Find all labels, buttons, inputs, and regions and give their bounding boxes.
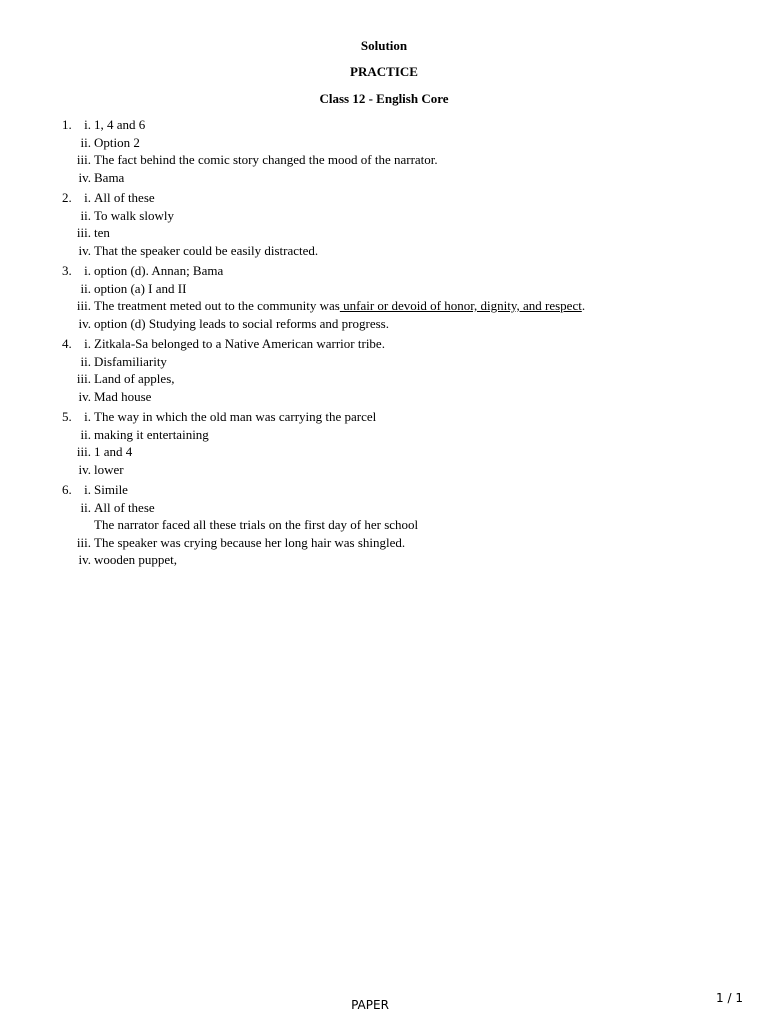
roman-numeral: ii. xyxy=(80,134,91,150)
answer-row xyxy=(0,551,700,569)
footer-label: PAPER xyxy=(351,998,389,1012)
answer-text: 1, 4 and 6 xyxy=(94,117,146,132)
answer-row xyxy=(0,388,700,406)
roman-numeral: i. xyxy=(84,336,91,351)
roman-numeral: i. xyxy=(84,117,91,132)
roman-numeral: i. xyxy=(84,190,91,205)
class-heading: Class 12 - English Core xyxy=(319,91,449,106)
roman-numeral: iv. xyxy=(78,388,91,404)
roman-numeral: iii. xyxy=(76,371,91,386)
page-number: 1 / 1 xyxy=(716,991,743,1005)
answer-text: The speaker was crying because her long hair was shingled. xyxy=(94,534,406,550)
answer-text: option (d) Studying leads to social reforms and progress. xyxy=(94,315,389,331)
question-block xyxy=(0,408,700,478)
roman-numeral: i. xyxy=(84,482,91,497)
roman-numeral: iii. xyxy=(76,225,91,240)
answer-row xyxy=(0,315,700,333)
answer-text: To walk slowly xyxy=(94,207,174,223)
answer-text-after: . xyxy=(581,298,586,313)
answer-text: 1 and 4 xyxy=(94,444,133,459)
answer-row xyxy=(0,242,700,260)
answer-text: option (d). Annan; Bama xyxy=(94,263,224,278)
answer-text: All of these xyxy=(94,499,155,515)
question-block xyxy=(0,189,700,259)
roman-numeral: i. xyxy=(84,263,91,278)
roman-numeral: iv. xyxy=(78,461,91,477)
answer-explanation-row xyxy=(0,516,700,534)
question-block xyxy=(0,116,700,186)
answer-row xyxy=(0,116,700,134)
answer-text: option (a) I and II xyxy=(94,280,187,296)
answer-text: That the speaker could be easily distracted. xyxy=(94,242,319,258)
answer-row xyxy=(0,335,700,353)
answer-row xyxy=(0,207,700,225)
roman-numeral: iii. xyxy=(76,298,91,313)
answer-list xyxy=(0,116,700,572)
roman-numeral: iv. xyxy=(78,242,91,258)
roman-numeral: ii. xyxy=(80,353,91,369)
question-number: 6. xyxy=(62,482,72,497)
answer-row xyxy=(0,443,700,461)
answer-explanation: The narrator faced all these trials on the first day of her school xyxy=(94,517,419,532)
answer-row xyxy=(0,353,700,371)
answer-text: The way in which the old man was carrying the parcel xyxy=(94,409,377,424)
roman-numeral: ii. xyxy=(80,499,91,515)
answer-row xyxy=(0,426,700,444)
answer-row xyxy=(0,534,700,552)
answer-text: The fact behind the comic story changed the mood of the narrator. xyxy=(94,152,438,167)
answer-text: making it entertaining xyxy=(94,426,209,442)
answer-text-before: The treatment meted out to the community was xyxy=(94,298,340,313)
answer-row xyxy=(0,499,700,517)
answer-row xyxy=(0,262,700,280)
question-block xyxy=(0,481,700,569)
answer-text: Disfamiliarity xyxy=(94,353,167,369)
answer-row xyxy=(0,461,700,479)
answer-text: All of these xyxy=(94,190,155,205)
answer-row xyxy=(0,134,700,152)
roman-numeral: iii. xyxy=(76,444,91,459)
answer-text: Zitkala-Sa belonged to a Native American warrior tribe. xyxy=(94,336,385,351)
roman-numeral: ii. xyxy=(80,207,91,223)
roman-numeral: iii. xyxy=(76,152,91,167)
answer-text: lower xyxy=(94,461,124,477)
answer-row xyxy=(0,408,700,426)
answer-row xyxy=(0,481,700,499)
roman-numeral: iii. xyxy=(76,534,91,550)
answer-row xyxy=(0,224,700,242)
answer-row xyxy=(0,370,700,388)
roman-numeral: i. xyxy=(84,409,91,424)
answer-row xyxy=(0,151,700,169)
roman-numeral: iv. xyxy=(78,552,91,567)
answer-row xyxy=(0,280,700,298)
question-number: 4. xyxy=(62,336,72,351)
answer-text: Bama xyxy=(94,169,125,185)
answer-text: Option 2 xyxy=(94,134,140,150)
answer-text: Land of apples, xyxy=(94,371,175,386)
question-number: 3. xyxy=(62,263,72,278)
question-number: 5. xyxy=(62,409,72,424)
roman-numeral: ii. xyxy=(80,280,91,296)
question-block xyxy=(0,335,700,405)
roman-numeral: ii. xyxy=(80,426,91,442)
answer-text: Simile xyxy=(94,482,128,497)
question-block xyxy=(0,262,700,332)
answer-text: Mad house xyxy=(94,388,152,404)
document-subtitle: PRACTICE xyxy=(350,64,418,79)
answer-row xyxy=(0,189,700,207)
answer-text: wooden puppet, xyxy=(94,552,178,567)
answer-row xyxy=(0,169,700,187)
answer-text-underlined: unfair or devoid of honor, dignity, and respect xyxy=(339,298,582,313)
question-number: 2. xyxy=(62,190,72,205)
question-number: 1. xyxy=(62,117,72,132)
answer-row xyxy=(0,297,700,315)
document-title: Solution xyxy=(360,38,408,53)
roman-numeral: iv. xyxy=(78,169,91,185)
roman-numeral: iv. xyxy=(78,315,91,331)
answer-text: ten xyxy=(94,225,110,240)
answer-text xyxy=(94,297,585,315)
